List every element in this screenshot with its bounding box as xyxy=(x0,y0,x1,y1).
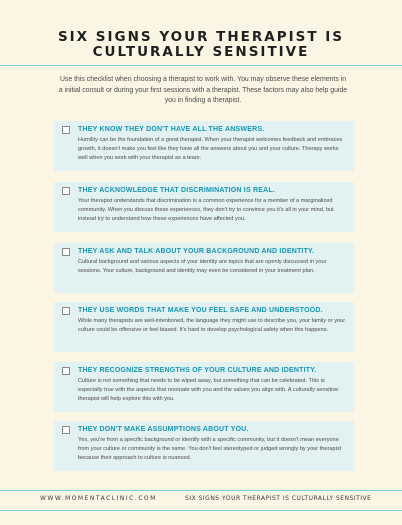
item-body: Culture is not something that needs to be wiped away, but something that can be celebrated. This is especially true with the aspects that resonate with you and the values you align with. A culturally sensitive therapist will help explore this with you. xyxy=(78,378,339,402)
checkbox[interactable] xyxy=(62,126,70,134)
checklist-item xyxy=(54,182,354,232)
item-heading: THEY USE WORDS THAT MAKE YOU FEEL SAFE AND UNDERSTOOD. xyxy=(78,307,323,314)
checkbox[interactable] xyxy=(62,307,70,315)
checklist-item xyxy=(54,362,354,412)
checklist-item xyxy=(54,121,354,171)
item-body: Yes, you're from a specific background or identify with a specific community, but it doesn't mean everyone from your culture or community is the same. You don't feel stereotyped or judged wrongly by your therapist because their approach to culture is nuanced. xyxy=(78,437,342,461)
title-line-1: SIX SIGNS YOUR THERAPIST IS xyxy=(57,29,345,45)
footer-divider-top xyxy=(0,490,402,491)
item-heading: THEY DON'T MAKE ASSUMPTIONS ABOUT YOU. xyxy=(78,426,249,433)
item-body: While many therapists are well-intentioned, the language they might use to describe you, your family or your culture could be offensive or feel biased. It's hard to develop psychological safety when this happens. xyxy=(78,318,346,333)
checkbox[interactable] xyxy=(62,426,70,434)
checklist-item xyxy=(54,421,354,471)
item-heading: THEY ASK AND TALK ABOUT YOUR BACKGROUND AND IDENTITY. xyxy=(78,248,315,255)
footer-website[interactable]: WWW.MOMENTACLINIC.COM xyxy=(40,495,157,502)
item-heading: THEY RECOGNIZE STRENGTHS OF YOUR CULTURE AND IDENTITY. xyxy=(78,367,317,374)
item-body: Cultural background and various aspects of your identity are topics that are openly discussed in your sessions. Your culture, background and identity may even be considered in your treatment plan. xyxy=(78,259,327,274)
title-line-2: CULTURALLY SENSITIVE xyxy=(92,44,310,60)
item-body: Humility can be the foundation of a great therapist. When your therapist welcomes feedback and embraces growth, it doesn't make you feel like they have all the answers about you and your culture. Therapy works well when you work with your therapist as a team. xyxy=(78,137,343,161)
item-heading: THEY ACKNOWLEDGE THAT DISCRIMINATION IS REAL. xyxy=(78,187,275,194)
checklist-item xyxy=(54,243,354,293)
title-divider xyxy=(0,65,402,66)
footer-doc-title: SIX SIGNS YOUR THERAPIST IS CULTURALLY SENSITIVE xyxy=(185,495,372,502)
item-heading: THEY KNOW THEY DON'T HAVE ALL THE ANSWERS. xyxy=(78,126,265,133)
checkbox[interactable] xyxy=(62,367,70,375)
checkbox[interactable] xyxy=(62,187,70,195)
footer-divider-bottom xyxy=(0,510,402,511)
item-body: Your therapist understands that discrimination is a common experience for a member of a marginalized community. When you discuss these experiences, they don't try to convince you it's all in your mind, but instead try to understand how these experiences have affected you. xyxy=(78,198,334,222)
checklist-item xyxy=(54,302,354,352)
page-title xyxy=(0,30,402,60)
intro-paragraph: Use this checklist when choosing a therapist to work with. You may observe these elements in a initial consult or during your first sessions with a therapist. These factors may also help guide you in finding a therapist. xyxy=(58,76,348,104)
checkbox[interactable] xyxy=(62,248,70,256)
